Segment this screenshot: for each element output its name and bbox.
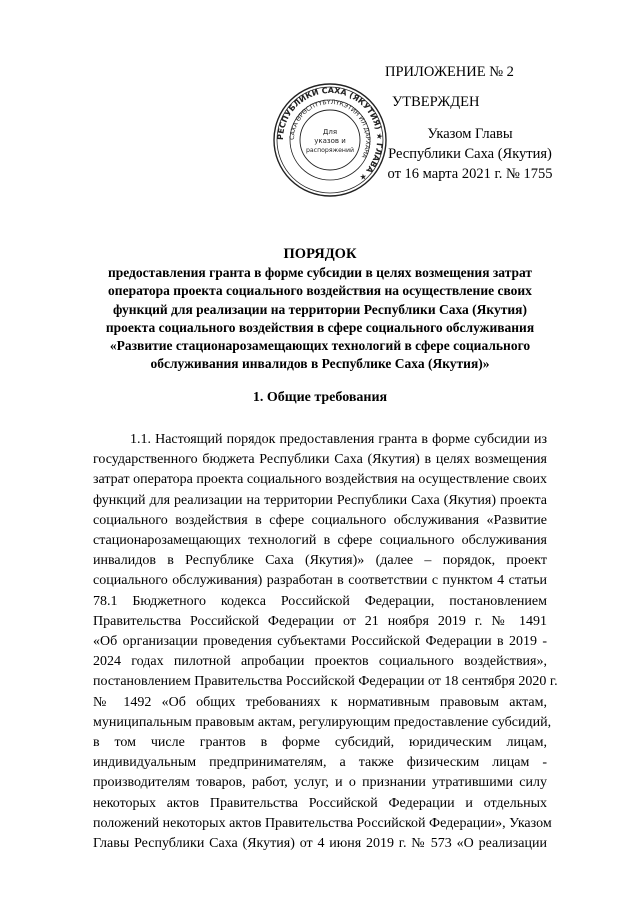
body-line: стационарозамещающих технологий в сфере социального обслуживания bbox=[93, 533, 547, 549]
approval-line: Республики Саха (Якутия) bbox=[388, 146, 552, 162]
official-seal bbox=[272, 82, 388, 198]
body-line: социального воздействия в сфере социального обслуживания «Развитие bbox=[93, 512, 547, 528]
document-title bbox=[98, 244, 542, 374]
body-line: Правительства Российской Федерации от 21 ноября 2019 г. № 1491 bbox=[93, 613, 547, 629]
body-paragraph bbox=[93, 430, 558, 854]
body-line: постановлением Правительства Российской Федерации от 18 сентября 2020 г. bbox=[93, 674, 558, 690]
section-heading: 1. Общие требования bbox=[252, 390, 388, 405]
body-line: некоторых актов Правительства Российской Федерации и отдельных bbox=[93, 795, 547, 811]
body-line: Главы Республики Саха (Якутия) от 4 июня 2019 г. № 573 «О реализации bbox=[93, 836, 547, 852]
approval-line: Указом Главы bbox=[427, 126, 513, 142]
seal-center-line: указов и bbox=[314, 137, 346, 145]
body-line: производителям товаров, работ, услуг, и о признании утратившими силу bbox=[93, 775, 547, 791]
body-line: индивидуальным предпринимателям, а также физическим лицам - bbox=[93, 755, 547, 771]
appendix-number: ПРИЛОЖЕНИЕ № 2 bbox=[385, 64, 514, 80]
body-line: 2024 годах пилотной апробации проектов социального воздействия», bbox=[93, 654, 547, 670]
title-line: функций для реализации на территории Республики Саха (Якутия) bbox=[113, 301, 527, 317]
body-line: инвалидов в Республике Саха (Якутия)» (далее – порядок, проект bbox=[93, 553, 547, 569]
body-line: функций для реализации на территории Республики Саха (Якутия) проекта bbox=[93, 492, 547, 508]
body-line: положений некоторых актов Правительства Российской Федерации», Указом bbox=[93, 815, 552, 831]
approval-line: от 16 марта 2021 г. № 1755 bbox=[387, 166, 553, 182]
title-line: оператора проекта социального воздействия на осуществление своих bbox=[108, 283, 532, 299]
title-heading: ПОРЯДОК bbox=[283, 246, 357, 262]
title-line: «Развитие стационарозамещающих технологий в сфере социального bbox=[109, 338, 531, 354]
approved-label: УТВЕРЖДЕН bbox=[392, 94, 480, 110]
body-line: муниципальным правовым актам, регулирующим предоставление субсидий, bbox=[93, 714, 552, 730]
body-line: государственного бюджета Республики Саха (Якутия) в целях возмещения bbox=[93, 452, 547, 468]
seal-outer-text: РЕСПУБЛИКИ САХА (ЯКУТИЯ) ★ ГЛАВА ★ bbox=[275, 85, 385, 183]
seal-inner-text: САХА ӨРӨСПҮҮБҮЛҮКЭТИН ИЛ ДАРХАНА bbox=[288, 98, 372, 160]
body-line: «Об организации проведения субъектами Российской Федерации в 2019 - bbox=[93, 634, 547, 650]
body-line: 1.1. Настоящий порядок предоставления гранта в форме субсидии из bbox=[130, 432, 547, 447]
body-line: № 1492 «Об общих требованиях к нормативным правовым актам, bbox=[93, 694, 547, 710]
title-line: обслуживания инвалидов в Республике Саха (Якутия)» bbox=[150, 356, 490, 372]
seal-center-line: распоряжений bbox=[305, 147, 355, 154]
body-line: в том числе грантов в форме субсидий, юридическим лицам, bbox=[93, 735, 547, 751]
seal-center-line: Для bbox=[322, 128, 338, 136]
title-line: предоставления гранта в форме субсидии в целях возмещения затрат bbox=[107, 265, 533, 280]
body-line: социального обслуживания) разработан в соответствии с пунктом 4 статьи bbox=[93, 573, 547, 589]
title-line: проекта социального воздействия в сфере социального обслуживания bbox=[105, 319, 535, 335]
body-line: 78.1 Бюджетного кодекса Российской Федерации, постановлением bbox=[93, 593, 547, 609]
body-line: затрат оператора проекта социального воздействия на осуществление своих bbox=[93, 472, 547, 488]
